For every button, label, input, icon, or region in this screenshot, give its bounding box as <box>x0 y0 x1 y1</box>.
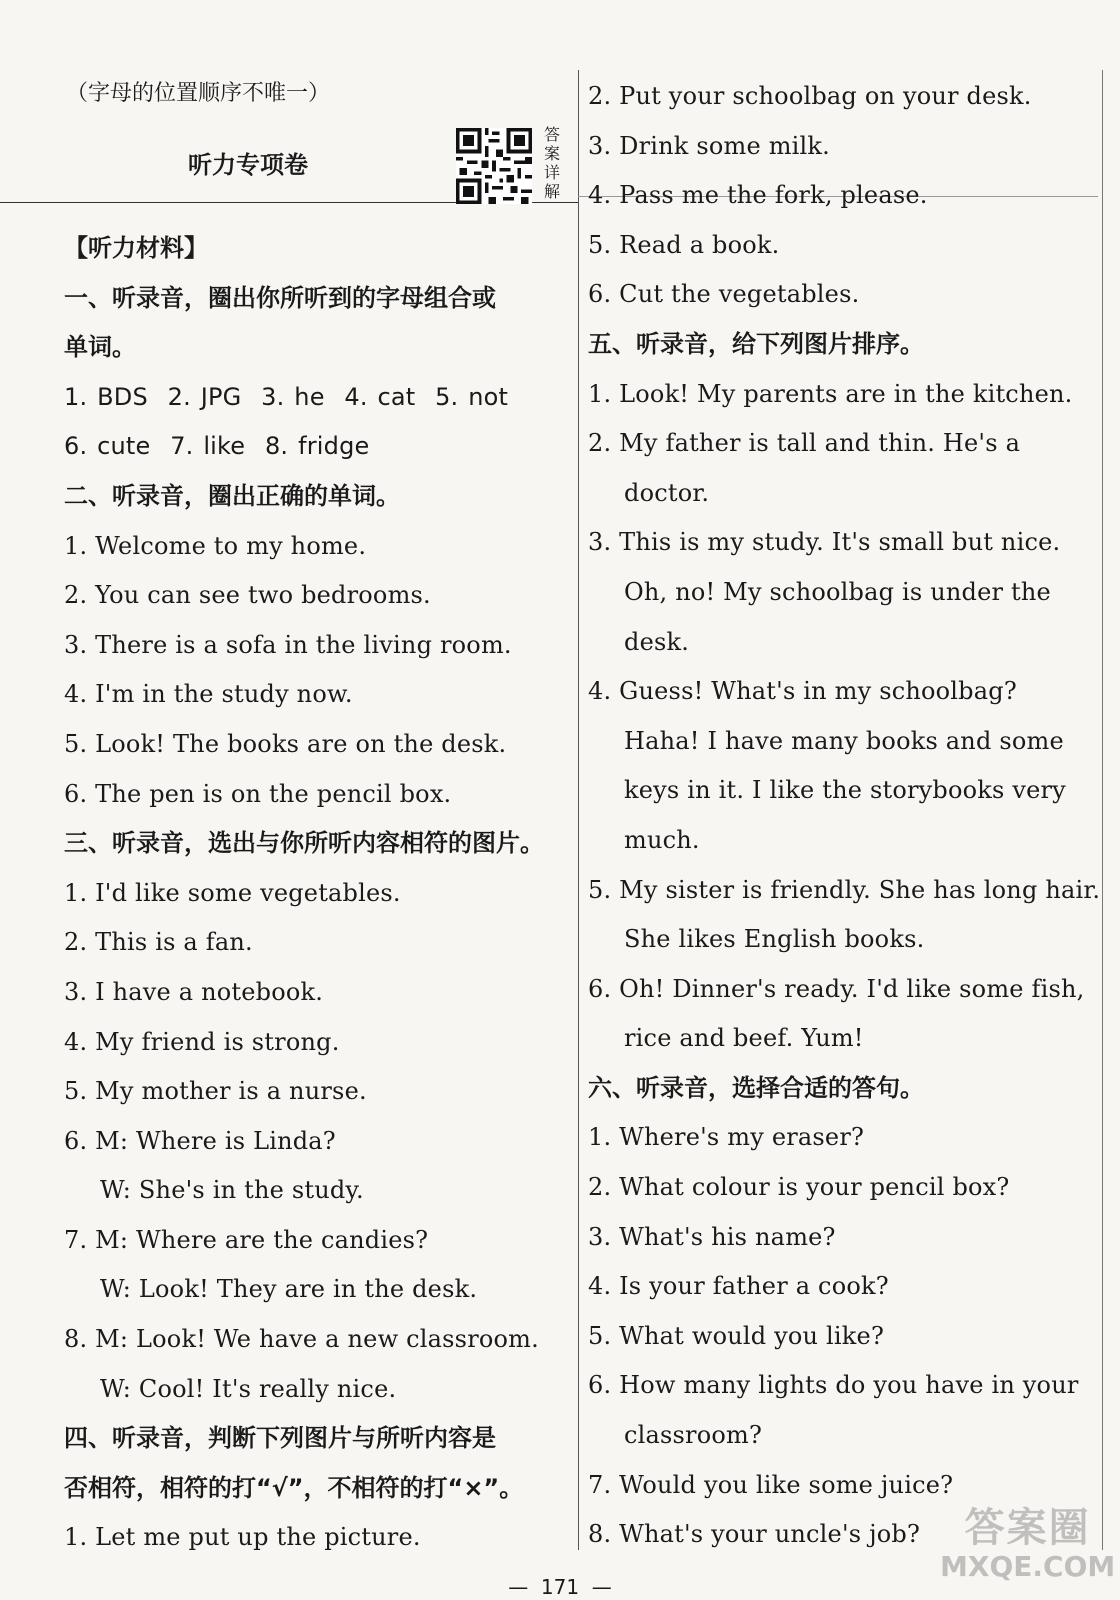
list-item: W: Cool! It's really nice. <box>100 1374 397 1403</box>
list-item: 6. Oh! Dinner's ready. I'd like some fish, <box>588 974 1085 1003</box>
ordering-note: （字母的位置顺序不唯一） <box>66 81 331 106</box>
list-item: 7. Would you like some juice? <box>588 1470 954 1499</box>
part5-title: 五、听录音，给下列图片排序。 <box>588 329 924 358</box>
list-item: She likes English books. <box>624 925 925 954</box>
watermark-text: 答案圈 <box>964 1505 1091 1551</box>
material-label: 【听力材料】 <box>64 234 208 262</box>
list-item: keys in it. I like the storybooks very <box>624 776 1066 805</box>
watermark-url: MXQE.COM <box>940 1550 1116 1583</box>
qr-caption-char: 案 <box>543 144 560 163</box>
list-item: 5. My mother is a nurse. <box>64 1077 367 1106</box>
part4-title: 四、听录音，判断下列图片与所听内容是 <box>64 1424 496 1453</box>
list-item: 4. Guess! What's in my schoolbag? <box>588 677 1017 706</box>
page-number-value: 171 <box>540 1575 580 1599</box>
list-item: doctor. <box>624 478 710 507</box>
list-item: 3. I have a notebook. <box>64 977 324 1006</box>
list-item: 2. Put your schoolbag on your desk. <box>588 82 1032 110</box>
list-item: 6. The pen is on the pencil box. <box>64 779 452 808</box>
list-item: 3. There is a sofa in the living room. <box>64 630 512 659</box>
list-item: much. <box>624 825 700 854</box>
part3-title: 三、听录音，选出与你所听内容相符的图片。 <box>64 829 544 858</box>
list-item: 8. M: Look! We have a new classroom. <box>64 1325 539 1354</box>
list-item: 1. Let me put up the picture. <box>64 1523 421 1552</box>
list-item: 4. Pass me the fork, please. <box>588 181 928 210</box>
list-item: 1. BDS <box>64 382 148 411</box>
qr-caption-char: 答 <box>543 125 560 144</box>
list-item: 7. like <box>170 432 246 461</box>
list-item: 8. What's your uncle's job? <box>588 1520 921 1549</box>
column-divider <box>578 70 579 1550</box>
list-item: 7. M: Where are the candies? <box>64 1225 429 1254</box>
list-item: Haha! I have many books and some <box>624 726 1064 755</box>
list-item: 6. cute <box>64 432 151 461</box>
left-column <box>64 72 574 1563</box>
list-item: 2. JPG <box>167 382 242 411</box>
page-edge-rule <box>1102 70 1103 1550</box>
list-item: 3. Drink some milk. <box>588 131 830 160</box>
list-item: W: Look! They are in the desk. <box>100 1275 478 1304</box>
part4-title-cont: 否相符，相符的打“√”，不相符的打“×”。 <box>64 1473 524 1502</box>
list-item: 4. cat <box>344 382 416 411</box>
list-item: 3. What's his name? <box>588 1222 836 1251</box>
list-item: desk. <box>624 627 690 656</box>
list-item: 8. fridge <box>264 432 370 461</box>
right-column <box>588 72 1101 1560</box>
qr-caption-char: 解 <box>543 182 560 201</box>
list-item: 6. How many lights do you have in your <box>588 1371 1079 1400</box>
list-item: 5. My sister is friendly. She has long hair. <box>588 875 1101 904</box>
list-item: 2. This is a fan. <box>64 928 253 957</box>
part2-title: 二、听录音，圈出正确的单词。 <box>64 481 400 510</box>
page-number: — 171 — <box>508 1575 612 1599</box>
list-item: 1. I'd like some vegetables. <box>64 878 401 907</box>
list-item: 2. My father is tall and thin. He's a <box>588 429 1021 458</box>
list-item: 5. What would you like? <box>588 1321 885 1350</box>
list-item: 2. You can see two bedrooms. <box>64 581 431 610</box>
part1-items-row <box>64 373 574 423</box>
list-item: classroom? <box>624 1421 763 1450</box>
list-item: 3. This is my study. It's small but nice. <box>588 528 1061 557</box>
watermark-logo <box>940 1505 1115 1583</box>
list-item: 6. M: Where is Linda? <box>64 1126 336 1155</box>
list-item: 4. I'm in the study now. <box>64 680 353 709</box>
list-item: 4. My friend is strong. <box>64 1027 340 1056</box>
list-item: rice and beef. Yum! <box>624 1024 864 1053</box>
list-item: 3. he <box>261 382 325 411</box>
list-item: 5. Look! The books are on the desk. <box>64 729 507 758</box>
list-item: 4. Is your father a cook? <box>588 1272 889 1301</box>
list-item: 2. What colour is your pencil box? <box>588 1173 1010 1202</box>
list-item: W: She's in the study. <box>100 1176 364 1205</box>
list-item: Oh, no! My schoolbag is under the <box>624 577 1051 606</box>
qr-caption-char: 详 <box>543 163 560 182</box>
part1-title-cont: 单词。 <box>64 333 136 362</box>
part6-title: 六、听录音，选择合适的答句。 <box>588 1073 924 1102</box>
part1-title: 一、听录音，圈出你所听到的字母组合或 <box>64 283 496 312</box>
list-item: 6. Cut the vegetables. <box>588 280 860 309</box>
section-title: 听力专项卷 <box>188 151 308 179</box>
part1-items-row <box>64 422 574 472</box>
list-item: 1. Where's my eraser? <box>588 1123 865 1152</box>
list-item: 1. Look! My parents are in the kitchen. <box>588 379 1073 408</box>
list-item: 5. not <box>435 382 509 411</box>
list-item: 5. Read a book. <box>588 230 780 259</box>
list-item: 1. Welcome to my home. <box>64 531 367 560</box>
